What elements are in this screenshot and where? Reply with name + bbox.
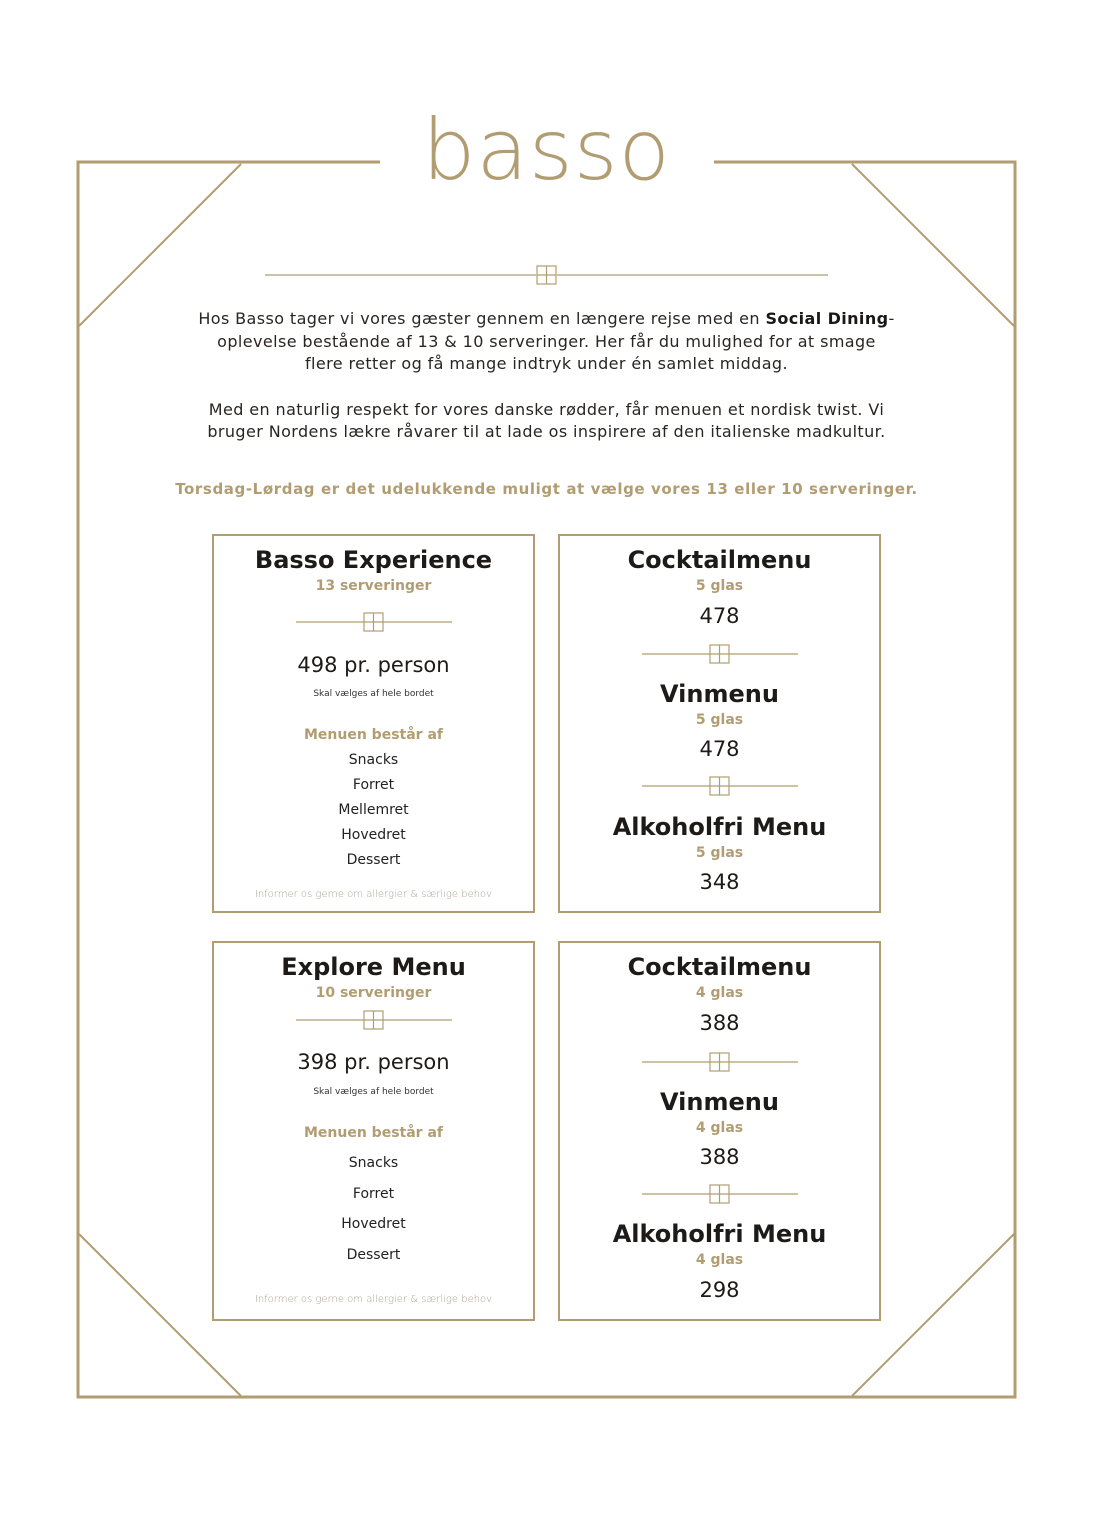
menu-title: Basso Experience — [254, 546, 493, 574]
menu-card-basso-experience — [212, 534, 535, 913]
pairing-price: 478 — [699, 604, 740, 628]
menu-title: Explore Menu — [281, 953, 466, 981]
intro-paragraph-1 — [196, 308, 897, 376]
menu-price: 498 pr. person — [297, 653, 450, 677]
basso-logo: basso — [422, 101, 671, 199]
pairing-card-4-glas — [558, 941, 881, 1321]
pairing-title: Alkoholfri Menu — [612, 1220, 827, 1248]
course-item: Hovedret — [341, 827, 406, 843]
menu-card-explore-menu — [212, 941, 535, 1321]
intro-p1-text-b: -oplevelse bestående af 13 & 10 serveringer. Her får du mulighed for at smage flere retter og få mange indtryk under én samlet middag. — [217, 309, 895, 373]
menu-note: Skal vælges af hele bordet — [313, 689, 434, 699]
pairing-price: 298 — [699, 1278, 740, 1302]
weekend-notice: Torsdag-Lørdag er det udelukkende muligt at vælge vores 13 eller 10 serveringer. — [175, 480, 918, 498]
pairing-glasses: 4 glas — [695, 985, 744, 1001]
intro-text — [196, 308, 897, 467]
intro-p1-bold: Social Dining — [765, 309, 889, 328]
allergy-footer: Informer os gerne om allergier & særlige behov — [254, 889, 493, 900]
menu-price: 398 pr. person — [297, 1050, 450, 1074]
intro-paragraph-2: Med en naturlig respekt for vores danske rødder, får menuen et nordisk twist. Vi bruger Nordens lækre råvarer til at lade os inspirere af den italienske madkultur. — [207, 399, 886, 441]
course-item: Snacks — [348, 1155, 399, 1171]
ornament-divider — [560, 1184, 879, 1204]
pairing-card-5-glas — [558, 534, 881, 913]
pairing-price: 478 — [699, 737, 740, 761]
ornament-divider — [560, 1052, 879, 1072]
pairing-price: 388 — [699, 1145, 740, 1169]
course-item: Forret — [352, 777, 395, 793]
pairing-title: Alkoholfri Menu — [612, 813, 827, 841]
ornament-divider — [560, 776, 879, 796]
pairing-glasses: 5 glas — [695, 712, 744, 728]
course-item: Dessert — [346, 1247, 401, 1263]
pairing-price: 348 — [699, 870, 740, 894]
pairing-title: Cocktailmenu — [627, 546, 812, 574]
menu-subtitle: 10 serveringer — [315, 985, 432, 1001]
course-item: Hovedret — [341, 1216, 406, 1232]
ornament-divider — [214, 612, 533, 632]
ornament-divider — [214, 1010, 533, 1030]
intro-p1-text-a: Hos Basso tager vi vores gæster gennem en længere rejse med en — [198, 309, 766, 328]
pairing-glasses: 5 glas — [695, 578, 744, 594]
menu-note: Skal vælges af hele bordet — [313, 1087, 434, 1097]
course-item: Mellemret — [338, 802, 409, 818]
ornament-divider — [560, 644, 879, 664]
pairing-glasses: 4 glas — [695, 1252, 744, 1268]
pairing-title: Vinmenu — [660, 1088, 779, 1116]
course-item: Forret — [352, 1186, 395, 1202]
pairing-title: Vinmenu — [660, 680, 779, 708]
course-item: Snacks — [348, 752, 399, 768]
course-item: Dessert — [346, 852, 401, 868]
pairing-glasses: 5 glas — [695, 845, 744, 861]
pairing-title: Cocktailmenu — [627, 953, 812, 981]
allergy-footer: Informer os gerne om allergier & særlige behov — [254, 1294, 493, 1305]
composition-label: Menuen består af — [303, 1125, 443, 1141]
pairing-glasses: 4 glas — [695, 1120, 744, 1136]
composition-label: Menuen består af — [303, 727, 443, 743]
pairing-price: 388 — [699, 1011, 740, 1035]
menu-subtitle: 13 serveringer — [315, 578, 432, 594]
